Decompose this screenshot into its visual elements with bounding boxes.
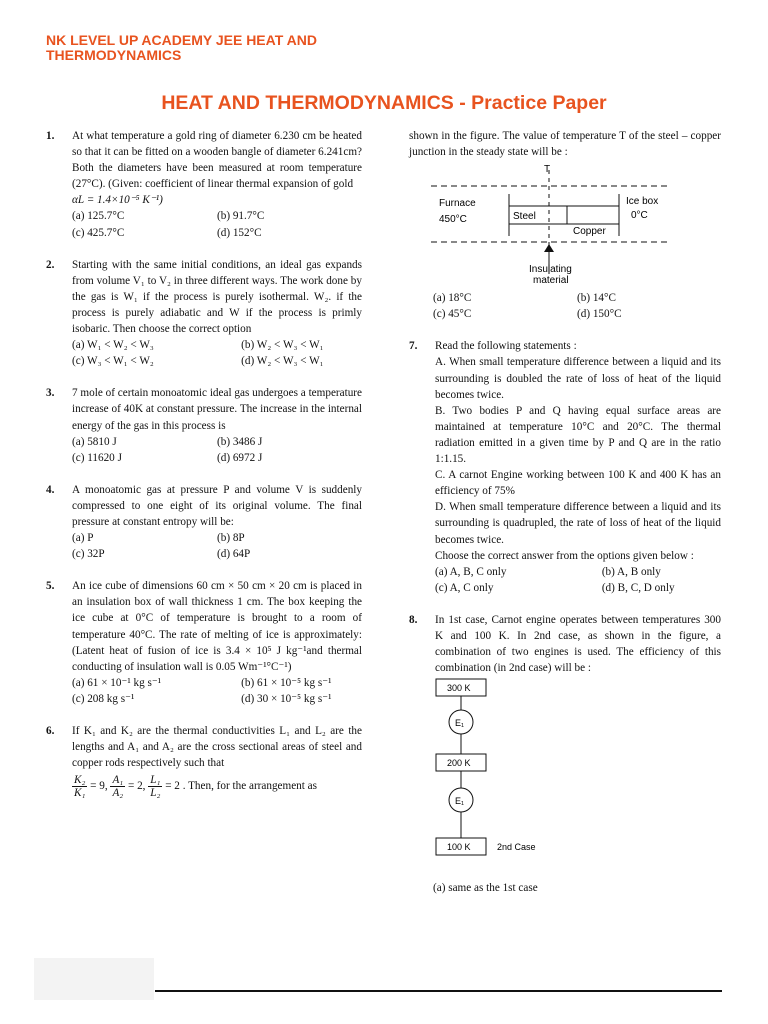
option-d[interactable]: (d) 6972 J xyxy=(217,451,263,464)
question-number: 3. xyxy=(46,387,55,400)
option-a[interactable]: (a) 18°C xyxy=(433,292,472,305)
label-engine-1: E₁ xyxy=(455,718,465,729)
label-100k: 100 K xyxy=(447,842,471,853)
fraction-a: $\frac{\text{A₁}}{\text{A₂}}$ xyxy=(112,774,124,800)
option-d[interactable]: (d) 150°C xyxy=(577,308,622,321)
question-7 xyxy=(409,338,721,596)
label-engine-2: E₁ xyxy=(455,796,465,807)
options xyxy=(72,434,362,466)
statement-a: A. When small temperature difference between a liquid and its surrounding is doubled the rate of loss of heat of the liquid becomes twice. xyxy=(435,356,721,401)
question-number: 4. xyxy=(46,483,55,496)
question-3 xyxy=(46,385,362,465)
question-text: An ice cube of dimensions 60 cm × 50 cm × 20 cm is placed in an insulation box of wall thickness 1 cm. The box keeping the ice cube at 0°C of temperature is brought to a room of temperature 40°C. The rate of melting of ice is approximately: (Latent heat of fusion of ice is 3.4 × 10⁵ J kg⁻¹and thermal conducting of insulation wall is 0.05 Wm⁻¹°C⁻¹) xyxy=(72,580,362,673)
question-text: A monoatomic gas at pressure P and volume V is suddenly compressed to one eight of its original volume. The final pressure at constant entropy will be: xyxy=(72,483,362,528)
question-number: 6. xyxy=(46,725,55,737)
options xyxy=(72,337,362,369)
ratio-formula xyxy=(72,774,362,799)
label-insulating: Insulating xyxy=(529,264,572,276)
footer-rule xyxy=(155,990,722,992)
statement-d: D. When small temperature difference between a liquid and its surrounding is quadrupled, the rate of loss of heat of the liquid becomes twice. xyxy=(435,501,721,546)
option-b[interactable]: (b) A, B only xyxy=(601,565,661,578)
left-column xyxy=(46,128,362,799)
option-c[interactable]: (c) W₃ < W₁ < W₂ xyxy=(72,355,154,368)
question-text: Starting with the same initial conditions, an ideal gas expands from volume V₁ to V₂ in three different ways. The work done by the gas is W₁ if the process is purely isothermal. W₂. if the process is purely adiabatic and W if the process is primly isobaric. Then choose the correct option xyxy=(72,258,362,336)
question-8-option-a[interactable]: (a) same as the 1st case xyxy=(433,882,538,895)
label-icebox-temp: 0°C xyxy=(631,210,648,222)
options xyxy=(72,675,362,707)
option-b[interactable]: (b) 8P xyxy=(217,532,245,545)
option-c[interactable]: (c) A, C only xyxy=(435,581,494,594)
label-case: 2nd Case xyxy=(497,842,536,853)
fraction-a-value: = 2, xyxy=(127,780,146,793)
fraction-l-value: = 2 xyxy=(165,780,180,793)
question-6-continued: shown in the figure. The value of temperature T of the steel – copper junction in the steady state will be : xyxy=(409,130,721,159)
option-a[interactable]: (a) A, B, C only xyxy=(435,565,507,578)
header xyxy=(46,33,376,63)
question-2 xyxy=(46,257,362,370)
label-300k: 300 K xyxy=(447,683,471,694)
option-c[interactable]: (c) 32P xyxy=(72,548,105,561)
label-material: material xyxy=(533,275,569,285)
label-200k: 200 K xyxy=(447,758,471,769)
right-column xyxy=(409,128,721,896)
question-8 xyxy=(409,612,721,676)
label-furnace: Furnace xyxy=(439,198,476,210)
question-number: 5. xyxy=(46,580,55,593)
label-steel: Steel xyxy=(513,211,536,223)
label-icebox: Ice box xyxy=(626,196,659,208)
question-number: 1. xyxy=(46,130,55,142)
label-furnace-temp: 450°C xyxy=(439,214,467,226)
question-number: 2. xyxy=(46,258,55,271)
carnot-combination-figure xyxy=(435,678,635,876)
label-t: T xyxy=(544,164,551,176)
header-line-2: THERMODYNAMICS xyxy=(46,47,182,63)
option-d[interactable]: (d) 30 × 10⁻⁵ kg s⁻¹ xyxy=(241,692,332,705)
header-line-1: NK LEVEL UP ACADEMY JEE HEAT AND xyxy=(46,32,317,48)
fraction-k-value: = 9, xyxy=(90,780,108,793)
option-a[interactable]: (a) 125.7°C xyxy=(72,210,125,223)
question-text: 7 mole of certain monoatomic ideal gas undergoes a temperature increase of 40K at constant pressure. The increase in the internal energy of the gas in this process is xyxy=(72,387,362,432)
question-1 xyxy=(46,128,362,241)
option-b[interactable]: (b) 14°C xyxy=(577,292,616,305)
option-b[interactable]: (b) 91.7°C xyxy=(217,210,265,223)
formula: αL = 1.4×10⁻⁵ K⁻¹) xyxy=(72,194,163,207)
option-d[interactable]: (d) B, C, D only xyxy=(601,581,675,594)
option-d[interactable]: (d) 64P xyxy=(217,548,251,561)
option-b[interactable]: (b) 61 × 10⁻⁵ kg s⁻¹ xyxy=(241,676,332,689)
options xyxy=(72,530,362,562)
steel-copper-figure xyxy=(431,164,671,284)
question-text: In 1st case, Carnot engine operates between temperatures 300 K and 100 K. In 2nd case, as shown in the figure, a combination of two engines is used. The efficiency of this combination (in 2nd case) will be : xyxy=(435,613,721,675)
fraction-l: $\frac{\text{L₁}}{\text{L₂}}$ xyxy=(150,774,161,800)
option-d[interactable]: (d) W₂ < W₃ < W₁ xyxy=(241,355,324,368)
option-c[interactable]: (c) 425.7°C xyxy=(72,226,125,239)
option-b[interactable]: (b) W₂ < W₃ < W₁ xyxy=(241,339,324,352)
question-intro: Read the following statements : xyxy=(435,340,577,353)
question-text-tail: . Then, for the arrangement as xyxy=(182,780,318,793)
question-6-options xyxy=(409,290,721,322)
option-a[interactable]: (a) P xyxy=(72,532,94,545)
choose-text: Choose the correct answer from the options given below : xyxy=(435,549,694,562)
option-c[interactable]: (c) 11620 J xyxy=(72,451,122,464)
question-5 xyxy=(46,578,362,707)
option-d[interactable]: (d) 152°C xyxy=(217,226,262,239)
question-4 xyxy=(46,482,362,562)
question-6 xyxy=(46,723,362,799)
option-c[interactable]: (c) 208 kg s⁻¹ xyxy=(72,692,135,705)
options xyxy=(72,208,362,240)
question-text: If K₁ and K₂ are the thermal conductivities L₁ and L₂ are the lengths and A₁ and A₂ are the cross sectional areas of steel and copper rods respectively such that xyxy=(72,725,362,770)
fraction-k: $\frac{\text{K₂}}{\text{K₁}}$ xyxy=(74,774,86,800)
question-number: 8. xyxy=(409,613,418,626)
option-a[interactable]: (a) 5810 J xyxy=(72,435,117,448)
page-title: HEAT AND THERMODYNAMICS - Practice Paper xyxy=(161,92,607,114)
statement-c: C. A carnot Engine working between 100 K and 400 K has an efficiency of 75% xyxy=(435,469,721,498)
question-text: At what temperature a gold ring of diameter 6.230 cm be heated so that it can be fitted on a wooden bangle of diameter 6.241cm? Both the diameters have been measured at room temperature (27°C). (Given: coefficient of linear thermal expansion of gold xyxy=(72,130,362,191)
footer-box xyxy=(34,958,154,1000)
option-a[interactable]: (a) 61 × 10⁻¹ kg s⁻¹ xyxy=(72,676,162,689)
label-copper: Copper xyxy=(573,226,606,238)
question-number: 7. xyxy=(409,340,418,353)
option-b[interactable]: (b) 3486 J xyxy=(217,435,263,448)
statement-b: B. Two bodies P and Q having equal surface areas are maintained at temperature 10°C and 20°C. The thermal radiation emitted in a given time by P and Q are in the ratio 1:1.15. xyxy=(435,404,721,466)
options xyxy=(435,564,721,596)
option-a[interactable]: (a) W₁ < W₂ < W₃ xyxy=(72,339,154,352)
option-c[interactable]: (c) 45°C xyxy=(433,308,472,321)
